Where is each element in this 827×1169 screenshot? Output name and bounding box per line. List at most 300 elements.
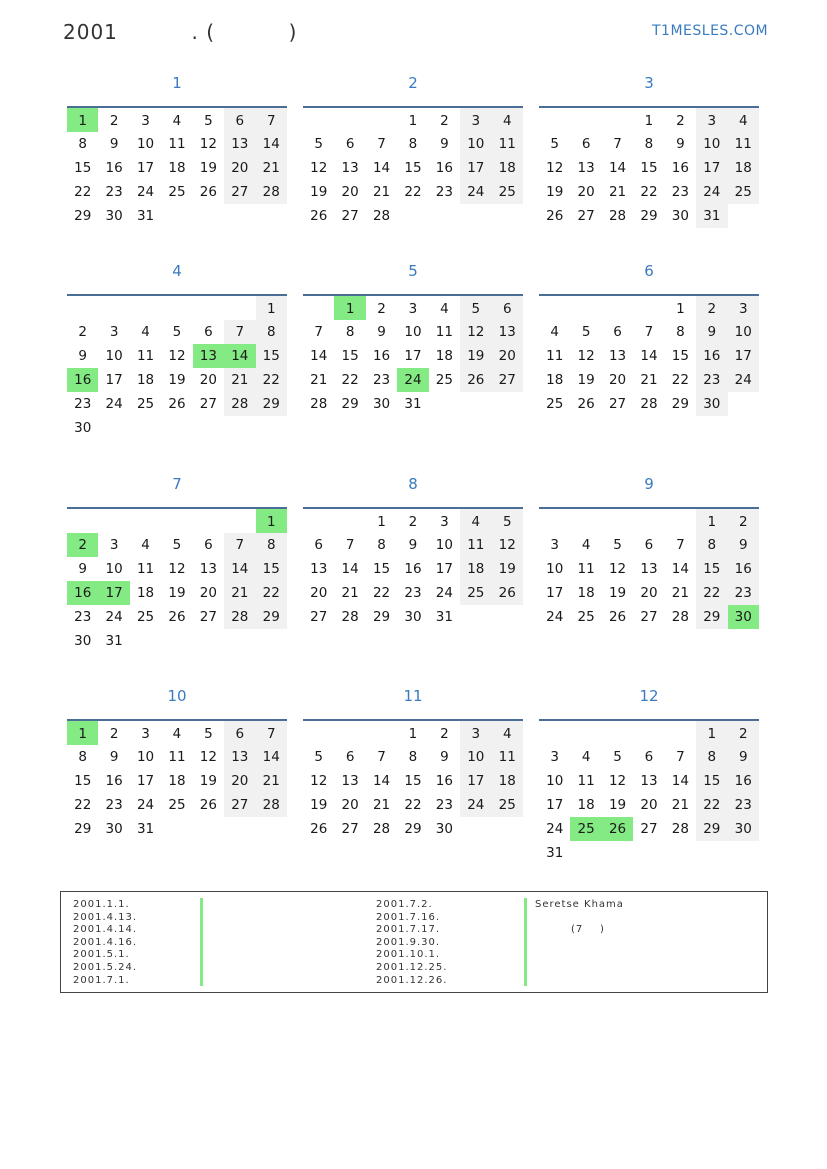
- day-cell: 18: [460, 557, 491, 581]
- month-table: [303, 106, 523, 228]
- day-cell: 4: [492, 107, 523, 132]
- day-cell: 20: [224, 156, 255, 180]
- day-cell: 2: [696, 295, 727, 320]
- day-cell: 14: [256, 132, 287, 156]
- day-cell: 14: [671, 561, 689, 577]
- day-cell: 14: [372, 773, 391, 789]
- holiday-day-cell: 24: [397, 368, 428, 392]
- day-cell: 25: [492, 793, 523, 817]
- empty-cell: [665, 841, 696, 865]
- day-cell: 7: [377, 136, 386, 152]
- week-row: [67, 557, 287, 581]
- week-row: [67, 320, 287, 344]
- week-row: [67, 745, 287, 769]
- week-row: [303, 368, 523, 392]
- holiday-day-cell: 1: [256, 508, 287, 533]
- day-cell: 15: [696, 557, 727, 581]
- day-cell: 18: [168, 773, 186, 789]
- day-cell: 6: [345, 749, 355, 765]
- day-cell: 4: [141, 537, 150, 553]
- day-cell: 20: [608, 372, 627, 388]
- holiday-marker-bar: [524, 898, 527, 986]
- day-cell: 11: [460, 533, 491, 557]
- empty-cell: [633, 720, 664, 745]
- day-cell: 17: [696, 156, 727, 180]
- site-logo[interactable]: T1MESLES.COM: [652, 23, 769, 39]
- day-cell: 9: [676, 136, 685, 152]
- week-row: [67, 156, 287, 180]
- day-cell: 25: [435, 372, 453, 388]
- empty-cell: [728, 204, 759, 228]
- week-row: [303, 392, 523, 416]
- holiday-date: 2001.5.1.: [73, 949, 130, 961]
- day-cell: 20: [341, 797, 359, 813]
- day-cell: 4: [492, 720, 523, 745]
- empty-cell: [665, 508, 696, 533]
- day-cell: 20: [341, 184, 359, 200]
- day-cell: 18: [546, 372, 564, 388]
- day-cell: 30: [728, 817, 759, 841]
- day-cell: 22: [404, 184, 422, 200]
- week-row: [67, 107, 287, 132]
- day-cell: 8: [256, 533, 287, 557]
- day-cell: 30: [696, 392, 727, 416]
- day-cell: 27: [341, 208, 359, 224]
- day-cell: 29: [256, 605, 287, 629]
- day-cell: 28: [256, 180, 287, 204]
- holiday-dates-right: [376, 899, 447, 987]
- day-cell: 6: [224, 720, 255, 745]
- day-cell: 13: [640, 561, 658, 577]
- empty-cell: [602, 508, 633, 533]
- week-row: [303, 817, 523, 841]
- day-cell: 5: [314, 749, 323, 765]
- empty-cell: [303, 508, 334, 533]
- holiday-day-cell: 1: [67, 107, 98, 132]
- day-cell: 2: [377, 301, 386, 317]
- empty-cell: [130, 416, 161, 440]
- week-row: [539, 557, 759, 581]
- day-cell: 22: [640, 184, 658, 200]
- week-row: [67, 605, 287, 629]
- empty-cell: [570, 508, 601, 533]
- day-cell: 1: [408, 113, 418, 129]
- day-cell: 11: [492, 745, 523, 769]
- empty-cell: [161, 204, 192, 228]
- day-cell: 2: [728, 720, 759, 745]
- month-block: [67, 682, 287, 841]
- week-row: [303, 793, 523, 817]
- day-cell: 7: [345, 537, 355, 553]
- day-cell: 7: [644, 324, 654, 340]
- empty-cell: [665, 720, 696, 745]
- day-cell: 20: [199, 372, 217, 388]
- month-table: [539, 507, 759, 629]
- day-cell: 13: [608, 348, 627, 364]
- empty-cell: [334, 720, 365, 745]
- day-cell: 10: [136, 749, 155, 765]
- holiday-date: 2001.1.1.: [73, 899, 130, 910]
- empty-cell: [161, 416, 192, 440]
- week-row: [303, 180, 523, 204]
- week-row: [303, 557, 523, 581]
- day-cell: 26: [199, 184, 217, 200]
- empty-cell: [98, 295, 129, 320]
- day-cell: 15: [256, 344, 287, 368]
- holiday-list: [60, 891, 768, 993]
- day-cell: 1: [696, 720, 727, 745]
- empty-cell: [429, 204, 460, 228]
- week-row: [539, 344, 759, 368]
- day-cell: 3: [109, 324, 119, 340]
- day-cell: 25: [728, 180, 759, 204]
- day-cell: 23: [728, 581, 759, 605]
- empty-cell: [130, 629, 161, 653]
- empty-cell: [397, 204, 428, 228]
- day-cell: 17: [435, 561, 453, 577]
- day-cell: 26: [310, 208, 328, 224]
- empty-cell: [570, 295, 601, 320]
- week-row: [303, 508, 523, 533]
- day-cell: 25: [168, 184, 186, 200]
- day-cell: 17: [136, 773, 155, 789]
- day-cell: 3: [460, 720, 491, 745]
- week-row: [303, 720, 523, 745]
- empty-cell: [366, 720, 397, 745]
- day-cell: 29: [74, 208, 92, 224]
- day-cell: 16: [105, 773, 123, 789]
- day-cell: 28: [224, 605, 255, 629]
- day-cell: 7: [377, 749, 386, 765]
- month-table: [539, 294, 759, 416]
- day-cell: 14: [608, 160, 627, 176]
- day-cell: 24: [136, 184, 155, 200]
- week-row: [67, 629, 287, 653]
- day-cell: 24: [728, 368, 759, 392]
- empty-cell: [224, 508, 255, 533]
- day-cell: 17: [460, 769, 491, 793]
- week-row: [303, 156, 523, 180]
- holiday-date: 2001.7.17.: [376, 924, 441, 936]
- day-cell: 9: [109, 136, 119, 152]
- day-cell: 15: [671, 348, 689, 364]
- day-cell: 27: [224, 180, 255, 204]
- day-cell: 21: [224, 581, 255, 605]
- day-cell: 20: [310, 585, 328, 601]
- month-block: [539, 257, 759, 416]
- week-row: [539, 368, 759, 392]
- day-cell: 9: [440, 136, 449, 152]
- week-row: [67, 392, 287, 416]
- holiday-day-cell: 14: [224, 344, 255, 368]
- day-cell: 19: [460, 344, 491, 368]
- day-cell: 25: [136, 396, 155, 412]
- day-cell: 9: [728, 533, 759, 557]
- day-cell: 27: [640, 821, 658, 837]
- empty-cell: [256, 204, 287, 228]
- empty-cell: [224, 817, 255, 841]
- day-cell: 12: [492, 533, 523, 557]
- day-cell: 10: [404, 324, 422, 340]
- empty-cell: [193, 295, 224, 320]
- week-row: [539, 720, 759, 745]
- day-cell: 24: [435, 585, 453, 601]
- day-cell: 23: [74, 609, 92, 625]
- week-row: [539, 769, 759, 793]
- day-cell: 5: [172, 537, 182, 553]
- week-row: [303, 107, 523, 132]
- day-cell: 13: [341, 160, 359, 176]
- holiday-day-cell: 17: [98, 581, 129, 605]
- week-row: [539, 817, 759, 841]
- day-cell: 19: [492, 557, 523, 581]
- holiday-name: Seretse Khama: [535, 899, 624, 910]
- day-cell: 8: [408, 749, 418, 765]
- day-cell: 16: [372, 348, 391, 364]
- day-cell: 13: [199, 561, 217, 577]
- day-cell: 23: [404, 585, 422, 601]
- day-cell: 30: [105, 208, 123, 224]
- empty-cell: [334, 508, 365, 533]
- empty-cell: [161, 295, 192, 320]
- day-cell: 17: [136, 160, 155, 176]
- day-cell: 11: [168, 136, 186, 152]
- day-cell: 21: [341, 585, 359, 601]
- week-row: [303, 344, 523, 368]
- day-cell: 14: [671, 773, 689, 789]
- day-cell: 2: [408, 514, 418, 530]
- month-name: 9: [644, 475, 654, 493]
- week-row: [67, 295, 287, 320]
- day-cell: 7: [256, 107, 287, 132]
- holiday-note: (7 ): [571, 924, 605, 935]
- day-cell: 13: [577, 160, 595, 176]
- empty-cell: [429, 392, 460, 416]
- empty-cell: [602, 720, 633, 745]
- day-cell: 21: [671, 585, 689, 601]
- empty-cell: [460, 817, 491, 841]
- empty-cell: [161, 629, 192, 653]
- day-cell: 11: [168, 749, 186, 765]
- empty-cell: [570, 841, 601, 865]
- day-cell: 20: [199, 585, 217, 601]
- day-cell: 12: [546, 160, 564, 176]
- day-cell: 24: [696, 180, 727, 204]
- holiday-date: 2001.9.30.: [376, 936, 441, 948]
- day-cell: 20: [640, 585, 658, 601]
- day-cell: 30: [435, 821, 453, 837]
- day-cell: 18: [492, 769, 523, 793]
- month-name: 8: [408, 475, 418, 493]
- day-cell: 19: [199, 773, 217, 789]
- empty-cell: [633, 841, 664, 865]
- day-cell: 18: [435, 348, 453, 364]
- week-row: [539, 745, 759, 769]
- day-cell: 28: [224, 392, 255, 416]
- day-cell: 29: [671, 396, 689, 412]
- holiday-date: 2001.4.13.: [73, 911, 138, 923]
- empty-cell: [256, 416, 287, 440]
- empty-cell: [193, 416, 224, 440]
- day-cell: 8: [408, 136, 418, 152]
- holiday-day-cell: 26: [602, 817, 633, 841]
- day-cell: 28: [608, 208, 627, 224]
- month-block: [539, 470, 759, 629]
- day-cell: 4: [550, 324, 559, 340]
- empty-cell: [728, 841, 759, 865]
- week-row: [539, 132, 759, 156]
- week-row: [67, 581, 287, 605]
- empty-cell: [602, 841, 633, 865]
- day-cell: 3: [550, 749, 559, 765]
- day-cell: 9: [440, 749, 449, 765]
- day-cell: 20: [640, 797, 658, 813]
- day-cell: 19: [310, 797, 328, 813]
- day-cell: 3: [408, 301, 418, 317]
- month-table: [303, 294, 523, 416]
- day-cell: 10: [696, 132, 727, 156]
- day-cell: 6: [345, 136, 355, 152]
- day-cell: 13: [341, 773, 359, 789]
- day-cell: 16: [105, 160, 123, 176]
- holiday-date: 2001.4.16.: [73, 936, 138, 948]
- day-cell: 28: [256, 793, 287, 817]
- day-cell: 24: [460, 793, 491, 817]
- empty-cell: [161, 817, 192, 841]
- day-cell: 1: [377, 514, 386, 530]
- day-cell: 1: [256, 295, 287, 320]
- day-cell: 3: [460, 107, 491, 132]
- holiday-day-cell: 13: [193, 344, 224, 368]
- day-cell: 19: [168, 585, 186, 601]
- day-cell: 15: [74, 773, 92, 789]
- day-cell: 27: [640, 609, 658, 625]
- month-table: [67, 106, 287, 228]
- day-cell: 28: [372, 821, 391, 837]
- empty-cell: [334, 107, 365, 132]
- day-cell: 21: [372, 184, 391, 200]
- day-cell: 16: [671, 160, 689, 176]
- day-cell: 5: [204, 726, 213, 742]
- week-row: [539, 581, 759, 605]
- day-cell: 9: [408, 537, 418, 553]
- day-cell: 13: [310, 561, 328, 577]
- day-cell: 8: [256, 320, 287, 344]
- day-cell: 18: [136, 585, 155, 601]
- day-cell: 26: [608, 609, 627, 625]
- day-cell: 27: [492, 368, 523, 392]
- day-cell: 26: [168, 396, 186, 412]
- month-table: [67, 719, 287, 841]
- week-row: [67, 533, 287, 557]
- day-cell: 8: [676, 324, 685, 340]
- week-row: [539, 295, 759, 320]
- day-cell: 26: [460, 368, 491, 392]
- week-row: [67, 204, 287, 228]
- empty-cell: [256, 629, 287, 653]
- day-cell: 13: [640, 773, 658, 789]
- day-cell: 15: [404, 160, 422, 176]
- day-cell: 14: [310, 348, 328, 364]
- week-row: [303, 204, 523, 228]
- day-cell: 6: [644, 749, 654, 765]
- holiday-day-cell: 25: [570, 817, 601, 841]
- day-cell: 23: [105, 184, 123, 200]
- day-cell: 5: [613, 749, 622, 765]
- week-row: [303, 320, 523, 344]
- day-cell: 7: [613, 136, 622, 152]
- day-cell: 1: [408, 726, 418, 742]
- day-cell: 15: [404, 773, 422, 789]
- holiday-date: 2001.10.1.: [376, 949, 441, 961]
- day-cell: 11: [136, 561, 155, 577]
- day-cell: 14: [224, 557, 255, 581]
- month-block: [67, 69, 287, 228]
- day-cell: 19: [168, 372, 186, 388]
- day-cell: 7: [676, 749, 685, 765]
- day-cell: 22: [372, 585, 391, 601]
- empty-cell: [492, 817, 523, 841]
- week-row: [67, 793, 287, 817]
- empty-cell: [98, 508, 129, 533]
- day-cell: 25: [460, 581, 491, 605]
- day-cell: 7: [314, 324, 323, 340]
- day-cell: 7: [224, 533, 255, 557]
- day-cell: 28: [310, 396, 328, 412]
- holiday-date: 2001.7.16.: [376, 911, 441, 923]
- empty-cell: [602, 107, 633, 132]
- holiday-day-cell: 2: [67, 533, 98, 557]
- day-cell: 5: [581, 324, 591, 340]
- month-name: 6: [644, 262, 654, 280]
- day-cell: 22: [671, 372, 689, 388]
- day-cell: 5: [172, 324, 182, 340]
- day-cell: 23: [372, 372, 391, 388]
- day-cell: 5: [492, 508, 523, 533]
- day-cell: 8: [78, 749, 87, 765]
- month-block: [539, 69, 759, 228]
- holiday-day-cell: 1: [334, 295, 365, 320]
- week-row: [303, 581, 523, 605]
- day-cell: 8: [345, 324, 355, 340]
- empty-cell: [460, 392, 491, 416]
- day-cell: 13: [224, 745, 255, 769]
- empty-cell: [492, 204, 523, 228]
- month-block: [303, 69, 523, 228]
- month-block: [303, 470, 523, 629]
- day-cell: 23: [435, 797, 453, 813]
- day-cell: 21: [372, 797, 391, 813]
- week-row: [303, 132, 523, 156]
- month-name: 5: [408, 262, 418, 280]
- holiday-date: 2001.4.14.: [73, 924, 138, 936]
- empty-cell: [161, 508, 192, 533]
- day-cell: 24: [105, 609, 123, 625]
- day-cell: 10: [105, 348, 123, 364]
- day-cell: 14: [372, 160, 391, 176]
- day-cell: 29: [341, 396, 359, 412]
- day-cell: 31: [696, 204, 727, 228]
- day-cell: 24: [136, 797, 155, 813]
- day-cell: 20: [577, 184, 595, 200]
- day-cell: 25: [546, 396, 564, 412]
- empty-cell: [303, 720, 334, 745]
- empty-cell: [193, 204, 224, 228]
- empty-cell: [224, 416, 255, 440]
- day-cell: 29: [640, 208, 658, 224]
- day-cell: 15: [256, 557, 287, 581]
- day-cell: 21: [640, 372, 658, 388]
